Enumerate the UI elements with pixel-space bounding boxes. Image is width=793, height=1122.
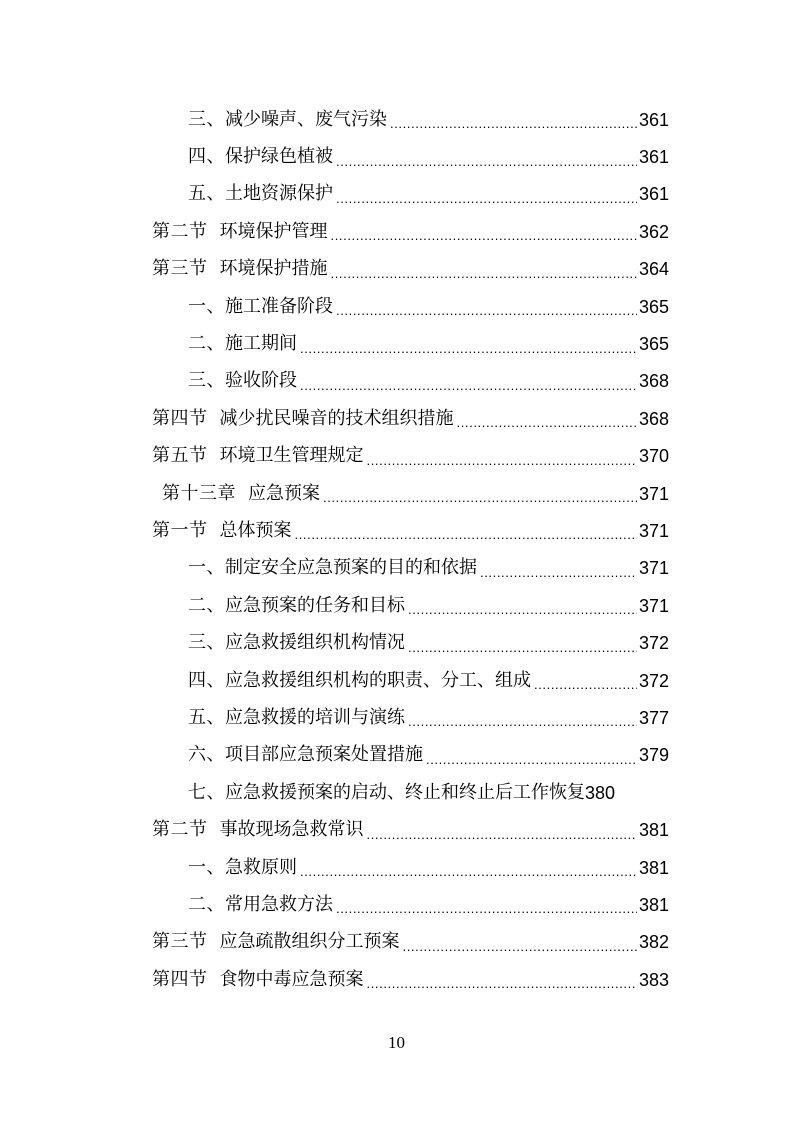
toc-entry-text: 环境保护管理 <box>219 220 328 242</box>
toc-entry[interactable] <box>0 737 793 774</box>
toc-entry[interactable] <box>0 849 793 886</box>
toc-entry-label: 一、 <box>188 295 225 317</box>
toc-leader-dots <box>480 566 637 579</box>
toc-entry[interactable] <box>0 774 793 811</box>
toc-leader-dots <box>336 192 637 205</box>
toc-page-number: 371 <box>639 558 670 579</box>
toc-entry-text: 项目部应急预案处置措施 <box>225 744 423 766</box>
toc-entry-title <box>152 821 364 839</box>
toc-entry-title <box>152 933 400 951</box>
toc-entry[interactable] <box>0 886 793 923</box>
toc-entry-text: 总体预案 <box>219 519 292 541</box>
toc-entry-text: 食物中毒应急预案 <box>219 968 364 990</box>
toc-entry-label: 一、 <box>188 856 225 878</box>
toc-entry-text: 减少噪声、废气污染 <box>225 108 387 130</box>
toc-entry-text: 应急救援预案的启动、终止和终止后工作恢复 <box>225 781 585 803</box>
toc-entry[interactable] <box>0 363 793 400</box>
toc-page-number: 365 <box>639 296 670 317</box>
toc-entry-text: 应急预案 <box>248 482 320 504</box>
toc-page-number: 371 <box>639 595 670 616</box>
toc-entry-title <box>188 746 423 764</box>
toc-entry-text: 土地资源保护 <box>225 183 333 205</box>
toc-page-number: 371 <box>639 520 670 541</box>
toc-entry-title <box>188 185 333 203</box>
toc-entry-label: 二、 <box>188 893 225 915</box>
toc-entry[interactable] <box>0 699 793 736</box>
toc-entry-text: 施工准备阶段 <box>225 295 333 317</box>
toc-entry-label: 六、 <box>188 744 225 766</box>
toc-entry-text: 保护绿色植被 <box>225 146 333 168</box>
toc-leader-dots <box>457 416 638 429</box>
toc-leader-dots <box>300 379 637 392</box>
toc-entry-label: 二、 <box>188 333 225 355</box>
toc-leader-dots <box>336 902 637 915</box>
toc-entry-text: 环境卫生管理规定 <box>219 445 364 467</box>
toc-entry[interactable] <box>0 438 793 475</box>
toc-entry[interactable] <box>0 624 793 661</box>
toc-entry-title <box>188 372 297 390</box>
toc-leader-dots <box>408 641 637 654</box>
toc-entry-text: 应急救援组织机构情况 <box>225 632 405 654</box>
toc-entry[interactable] <box>0 961 793 998</box>
toc-leader-dots <box>426 753 637 766</box>
toc-entry[interactable] <box>0 475 793 512</box>
toc-page-number: 364 <box>639 259 670 280</box>
toc-entry[interactable] <box>0 138 793 175</box>
toc-entry[interactable] <box>0 288 793 325</box>
toc-entry[interactable] <box>0 512 793 549</box>
toc-page-number: 371 <box>639 483 670 504</box>
toc-entry[interactable] <box>0 587 793 624</box>
toc-entry-label: 三、 <box>188 632 225 654</box>
toc-entry-title <box>162 482 320 504</box>
toc-entry-text: 常用急救方法 <box>225 893 333 915</box>
toc-entry-label: 第二节 <box>152 220 208 242</box>
toc-entry-label: 五、 <box>188 183 225 205</box>
toc-page-number: 372 <box>639 670 670 691</box>
toc-entry-label: 五、 <box>188 706 225 728</box>
toc-entry[interactable] <box>0 924 793 961</box>
toc-entry-title <box>152 407 454 429</box>
toc-entry-text: 事故现场急救常识 <box>219 819 364 841</box>
toc-entry[interactable] <box>0 101 793 138</box>
toc-entry-title <box>188 856 297 878</box>
toc-leader-dots <box>300 342 637 355</box>
toc-leader-dots <box>403 940 638 953</box>
toc-leader-dots <box>331 267 638 280</box>
toc-leader-dots <box>390 117 637 130</box>
table-of-contents <box>0 101 793 998</box>
toc-entry-text: 应急疏散组织分工预案 <box>219 931 400 953</box>
toc-page-number: 361 <box>639 109 670 130</box>
toc-entry-title <box>152 447 364 465</box>
toc-page-number: 382 <box>639 932 670 953</box>
toc-leader-dots <box>367 454 638 467</box>
toc-entry-text: 应急预案的任务和目标 <box>225 594 405 616</box>
toc-leader-dots <box>534 678 637 691</box>
toc-page-number: 381 <box>639 894 670 915</box>
page-footer-number: 10 <box>388 1033 405 1052</box>
toc-page-number: 381 <box>639 857 670 878</box>
toc-entry[interactable] <box>0 400 793 437</box>
toc-entry-title <box>188 108 387 130</box>
toc-leader-dots <box>408 603 637 616</box>
toc-entry-label: 二、 <box>188 594 225 616</box>
toc-page-number: 380 <box>585 782 616 803</box>
toc-entry-label: 第三节 <box>152 931 208 953</box>
toc-leader-dots <box>367 828 638 841</box>
toc-entry-label: 第五节 <box>152 445 208 467</box>
toc-entry-text: 应急救援组织机构的职责、分工、组成 <box>225 669 531 691</box>
toc-entry-label: 四、 <box>188 146 225 168</box>
toc-entry-label: 一、 <box>188 557 225 579</box>
toc-entry-title <box>188 634 405 652</box>
toc-entry-text: 制定安全应急预案的目的和依据 <box>225 557 477 579</box>
toc-entry[interactable] <box>0 176 793 213</box>
toc-entry-title <box>188 295 333 317</box>
toc-page-number: 361 <box>639 184 670 205</box>
toc-entry[interactable] <box>0 325 793 362</box>
toc-entry-text: 施工期间 <box>225 333 297 355</box>
toc-leader-dots <box>300 865 637 878</box>
toc-page-number: 370 <box>639 446 670 467</box>
toc-entry-title <box>188 559 477 577</box>
toc-leader-dots <box>336 304 637 317</box>
toc-entry-text: 急救原则 <box>225 856 297 878</box>
toc-entry-title <box>188 669 531 691</box>
toc-entry[interactable] <box>0 213 793 250</box>
toc-leader-dots <box>367 977 638 990</box>
toc-page-number: 368 <box>639 408 670 429</box>
toc-leader-dots <box>408 715 637 728</box>
toc-entry-title <box>188 893 333 915</box>
toc-page-number: 361 <box>639 147 670 168</box>
toc-entry-title <box>188 148 333 166</box>
toc-entry-title <box>188 706 405 728</box>
toc-leader-dots <box>336 155 637 168</box>
toc-page-number: 383 <box>639 969 670 990</box>
toc-entry-text: 减少扰民噪音的技术组织措施 <box>219 407 454 429</box>
toc-entry-title <box>152 968 364 990</box>
toc-entry[interactable] <box>0 251 793 288</box>
toc-page-number: 365 <box>639 334 670 355</box>
toc-entry-label: 三、 <box>188 370 225 392</box>
toc-entry-label: 第四节 <box>152 407 208 429</box>
toc-entry-title <box>152 260 328 278</box>
toc-entry[interactable] <box>0 550 793 587</box>
toc-page-number: 368 <box>639 371 670 392</box>
toc-entry-label: 三、 <box>188 108 225 130</box>
toc-entry-text: 应急救援的培训与演练 <box>225 706 405 728</box>
toc-entry-title <box>188 335 297 353</box>
toc-page-number: 362 <box>639 221 670 242</box>
toc-entry-title <box>152 220 328 242</box>
toc-entry-text: 环境保护措施 <box>219 258 328 280</box>
toc-leader-dots <box>331 229 638 242</box>
toc-entry-title <box>152 519 292 541</box>
toc-entry-label: 第一节 <box>152 519 208 541</box>
toc-entry-label: 第三节 <box>152 258 208 280</box>
toc-entry-title <box>188 781 585 803</box>
toc-entry-title <box>188 594 405 616</box>
toc-entry-label: 七、 <box>188 781 225 803</box>
toc-page-number: 372 <box>639 633 670 654</box>
toc-page-number: 381 <box>639 820 670 841</box>
toc-entry[interactable] <box>0 662 793 699</box>
toc-entry-label: 四、 <box>188 669 225 691</box>
toc-page-number: 377 <box>639 707 670 728</box>
toc-entry-text: 验收阶段 <box>225 370 297 392</box>
toc-entry-label: 第四节 <box>152 968 208 990</box>
toc-leader-dots <box>295 528 638 541</box>
toc-page-number: 379 <box>639 745 670 766</box>
toc-leader-dots <box>323 491 637 504</box>
toc-entry-label: 第十三章 <box>162 482 236 504</box>
toc-entry-label: 第二节 <box>152 819 208 841</box>
toc-entry[interactable] <box>0 811 793 848</box>
